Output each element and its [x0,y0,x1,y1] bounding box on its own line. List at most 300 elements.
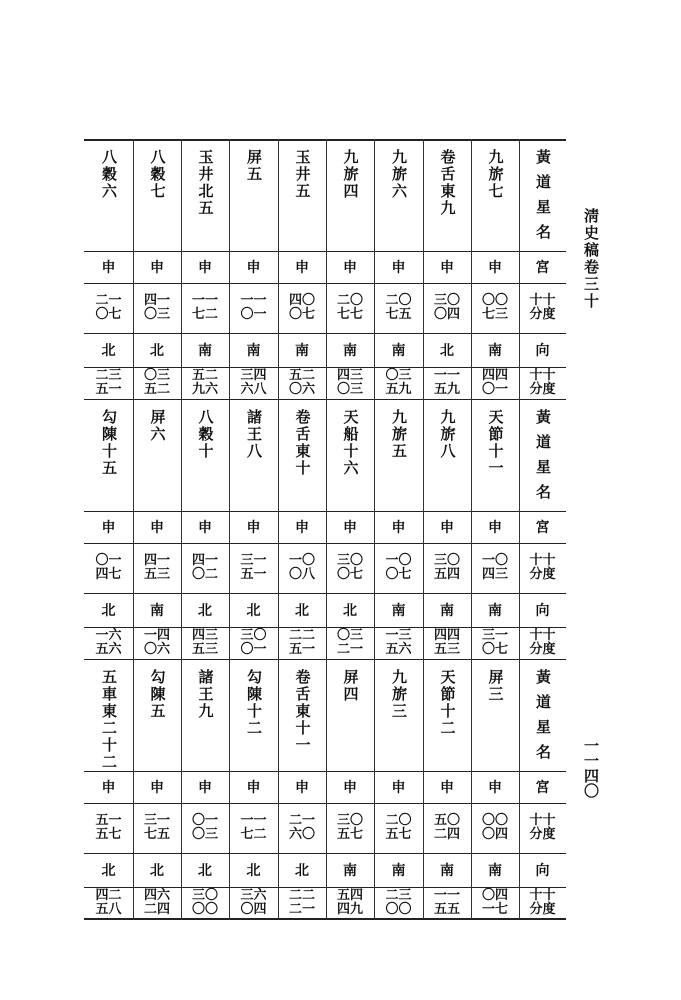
latitude-cell [229,367,278,399]
latitude-lower: 五六 [95,642,122,657]
header-lat-row2 [529,643,555,657]
header-degree-ten-a: 十 [529,293,543,308]
star-name: 屏六 [148,409,167,443]
latitude-upper: 四三 [336,368,363,383]
latitude-lower: 五九 [385,382,412,397]
palace-value: 申 [246,260,261,276]
longitude-lower: 〇三 [191,827,218,842]
direction-cell [278,333,326,367]
header-degree-ten-a: 十 [529,813,543,828]
direction-cell [326,853,374,887]
star-name: 屏五 [245,149,263,183]
header-lat-ten-a: 十 [529,888,543,903]
latitude-upper: 三六 [240,888,267,903]
latitude-lower: 四九 [336,902,363,917]
latitude-cell [278,367,326,399]
latitude-upper: 五四 [336,888,363,903]
longitude-lower: 七七 [336,307,363,322]
palace-cell [84,251,133,283]
longitude-cell [326,543,374,593]
longitude-lower: 五一 [240,567,267,582]
direction-value: 北 [295,863,309,879]
direction-cell [471,853,519,887]
longitude-upper: 二一 [288,813,315,828]
latitude-lower: 〇三 [336,382,363,397]
palace-value: 申 [391,260,406,276]
star-name: 勾陳五 [148,669,167,720]
direction-value: 南 [295,343,309,359]
palace-cell [181,251,229,283]
header-star-name-text: 黃道星名 [534,409,552,509]
star-name: 九旂八 [438,409,457,460]
header-lat-ten-b: 十 [542,888,556,903]
header-degree-row2 [529,568,555,582]
header-star-name-text: 黃道星名 [534,149,552,249]
latitude-upper: 五二 [191,368,218,383]
palace-value: 申 [343,260,357,276]
longitude-cell [471,543,519,593]
longitude-lower: 七五 [143,827,170,842]
longitude-upper: 三〇 [433,293,460,308]
star-name-cell [423,399,471,511]
latitude-cell [133,627,181,659]
longitude-lower: 四七 [95,567,122,582]
palace-cell [181,511,229,543]
longitude-lower: 〇八 [288,567,315,582]
direction-value: 南 [150,603,164,619]
header-lat-row2 [529,383,555,397]
latitude-cell [84,887,133,919]
longitude-lower: 五七 [336,827,363,842]
star-name-cell [84,399,133,511]
palace-value: 申 [198,780,212,796]
direction-cell [84,593,133,627]
latitude-cell [229,887,278,919]
star-name-cell [229,399,278,511]
direction-cell [326,333,374,367]
direction-cell [374,333,423,367]
palace-value: 申 [391,520,406,536]
header-lat-minute-label: 分 [529,382,543,397]
longitude-upper: 四〇 [288,293,315,308]
palace-cell [278,771,326,803]
longitude-lower: 六〇 [288,827,315,842]
longitude-upper: 四一 [143,553,170,568]
palace-value: 申 [101,260,116,276]
direction-value: 南 [488,603,502,619]
direction-cell [133,593,181,627]
palace-cell [278,511,326,543]
star-name: 勾陳十二 [245,669,263,737]
longitude-lower: 〇四 [433,307,460,322]
longitude-upper: 四一 [191,553,218,568]
header-lat-ten-a: 十 [529,628,543,643]
palace-value: 申 [488,260,502,276]
direction-value: 北 [343,603,357,619]
header-minute-label: 分 [529,827,543,842]
star-name: 九旂四 [341,149,360,200]
direction-cell [471,333,519,367]
palace-value: 申 [246,520,261,536]
palace-cell [229,251,278,283]
longitude-lower: 〇四 [481,827,508,842]
latitude-lower: 〇〇 [385,902,412,917]
longitude-lower: 〇七 [95,307,122,322]
header-lat-degree-label: 度 [542,382,556,397]
header-lat-minute-label: 分 [529,642,543,657]
longitude-upper: 三〇 [336,553,363,568]
latitude-lower: 五五 [433,902,460,917]
direction-value: 南 [488,343,502,359]
direction-value: 北 [101,343,116,359]
direction-value: 北 [440,343,454,359]
direction-cell [229,853,278,887]
header-direction-text: 向 [535,863,550,879]
direction-cell [326,593,374,627]
longitude-cell [374,803,423,853]
latitude-cell [471,887,519,919]
header-lat-ten-a: 十 [529,368,543,383]
star-name: 玉井北五 [196,149,215,217]
palace-value: 申 [488,520,502,536]
longitude-cell [423,543,471,593]
star-name: 屏四 [341,669,360,703]
latitude-cell [278,887,326,919]
direction-value: 南 [391,863,406,879]
direction-cell [229,593,278,627]
longitude-lower: 〇三 [143,307,170,322]
header-degree-label: 度 [542,307,556,322]
latitude-cell [84,627,133,659]
longitude-cell [84,803,133,853]
latitude-cell [374,887,423,919]
header-palace [519,771,566,803]
latitude-lower: 五六 [385,642,412,657]
direction-value: 北 [101,863,116,879]
longitude-cell [326,283,374,333]
palace-cell [471,511,519,543]
latitude-lower: 〇六 [143,642,170,657]
latitude-upper: 四四 [433,628,460,643]
longitude-cell [423,283,471,333]
palace-value: 申 [440,780,454,796]
latitude-cell [326,367,374,399]
star-table [84,139,566,921]
palace-value: 申 [295,520,309,536]
header-lat-row1 [529,889,555,903]
palace-cell [374,251,423,283]
direction-cell [181,853,229,887]
longitude-cell [133,543,181,593]
star-name: 五車東二十二 [100,669,118,771]
header-lat-row1 [529,369,555,383]
longitude-upper: 三一 [240,553,267,568]
direction-cell [278,853,326,887]
palace-value: 申 [150,780,164,796]
header-lat-row2 [529,903,555,917]
latitude-cell [84,367,133,399]
direction-value: 南 [440,603,454,619]
palace-value: 申 [488,780,502,796]
direction-cell [471,593,519,627]
star-name-cell [374,399,423,511]
latitude-lower: 〇一 [481,382,508,397]
palace-cell [326,511,374,543]
palace-value: 申 [198,260,212,276]
latitude-lower: 五三 [433,642,460,657]
palace-cell [326,251,374,283]
palace-cell [229,771,278,803]
palace-value: 申 [440,260,454,276]
star-name: 九旂六 [390,149,408,200]
palace-value: 申 [101,780,116,796]
header-degree-ten-b: 十 [542,813,556,828]
direction-value: 北 [150,863,164,879]
latitude-upper: 四三 [191,628,218,643]
star-name: 天船十六 [341,409,360,477]
star-name: 諸王九 [196,669,215,720]
latitude-lower: 五三 [191,642,218,657]
direction-cell [278,593,326,627]
star-name: 卷舌東十 [293,409,312,477]
longitude-cell [229,543,278,593]
header-degree-label: 度 [542,827,556,842]
direction-cell [181,593,229,627]
latitude-lower: 二四 [143,902,170,917]
header-minute-label: 分 [529,307,543,322]
header-lat-degree-label: 度 [542,902,556,917]
header-degree [519,543,566,593]
palace-value: 申 [246,780,261,796]
star-name-cell [278,399,326,511]
star-name-cell [181,139,229,251]
star-name-cell [229,139,278,251]
longitude-upper: 二一 [95,293,122,308]
latitude-lower: 〇一 [240,642,267,657]
star-name-cell [326,399,374,511]
header-direction [519,593,566,627]
header-direction-text: 向 [535,603,550,619]
longitude-upper: 二〇 [336,293,363,308]
latitude-upper: 〇四 [481,888,508,903]
longitude-cell [229,283,278,333]
header-degree-row1 [529,814,555,828]
header-star-name-text: 黃道星名 [534,669,552,769]
direction-value: 南 [440,863,454,879]
header-degree-row2 [529,828,555,842]
longitude-cell [278,283,326,333]
star-name-cell [423,659,471,771]
longitude-lower: 四三 [481,567,508,582]
direction-value: 南 [198,343,212,359]
palace-value: 申 [343,780,357,796]
longitude-lower: 〇七 [385,567,412,582]
header-star-name [519,399,566,511]
latitude-lower: 〇四 [240,902,267,917]
longitude-lower: 五七 [95,827,122,842]
header-palace [519,251,566,283]
latitude-upper: 四二 [95,888,122,903]
latitude-upper: 〇三 [143,368,170,383]
header-lat-minute-label: 分 [529,902,543,917]
header-latitude [519,367,566,399]
palace-cell [326,771,374,803]
latitude-upper: 一四 [143,628,170,643]
longitude-cell [84,543,133,593]
longitude-lower: 〇二 [191,567,218,582]
direction-cell [374,593,423,627]
latitude-cell [374,627,423,659]
direction-cell [133,333,181,367]
latitude-upper: 一一 [433,368,460,383]
latitude-lower: 九六 [191,382,218,397]
longitude-lower: 七二 [191,307,218,322]
longitude-upper: 一〇 [385,553,412,568]
longitude-upper: 五一 [95,813,122,828]
direction-cell [374,853,423,887]
latitude-cell [423,367,471,399]
longitude-upper: 〇〇 [481,813,508,828]
direction-value: 南 [488,863,502,879]
latitude-upper: 四四 [481,368,508,383]
header-degree [519,283,566,333]
latitude-upper: 〇三 [336,628,363,643]
direction-value: 南 [343,863,357,879]
longitude-upper: 一〇 [481,553,508,568]
palace-value: 申 [295,780,309,796]
longitude-upper: 一一 [240,813,267,828]
star-name: 九旂七 [486,149,505,200]
longitude-upper: 一一 [191,293,218,308]
longitude-upper: 四一 [143,293,170,308]
star-name: 玉井五 [293,149,312,200]
direction-cell [84,853,133,887]
longitude-upper: 五〇 [433,813,460,828]
longitude-upper: 二〇 [385,813,412,828]
star-name: 八穀十 [196,409,215,460]
longitude-upper: 三一 [143,813,170,828]
star-name-cell [374,659,423,771]
palace-cell [423,251,471,283]
header-latitude [519,887,566,919]
palace-cell [423,771,471,803]
latitude-upper: 五二 [288,368,315,383]
star-name: 八穀七 [148,149,167,200]
longitude-cell [374,283,423,333]
direction-cell [84,333,133,367]
header-degree-row2 [529,308,555,322]
longitude-cell [181,543,229,593]
palace-value: 申 [440,520,454,536]
latitude-cell [133,887,181,919]
palace-cell [471,251,519,283]
page-number: 一一四〇 [582,738,600,798]
latitude-lower: 六八 [240,382,267,397]
header-lat-ten-b: 十 [542,628,556,643]
latitude-upper: 一一 [433,888,460,903]
star-name: 卷舌東九 [438,149,457,217]
palace-cell [133,511,181,543]
side-title: 淸史稿卷三十 [582,208,600,310]
header-minute-label: 分 [529,567,543,582]
palace-cell [84,511,133,543]
direction-value: 北 [198,603,212,619]
longitude-lower: 〇七 [288,307,315,322]
latitude-lower: 五一 [288,642,315,657]
latitude-lower: 二一 [336,642,363,657]
star-name-cell [181,659,229,771]
latitude-cell [326,627,374,659]
header-direction-text: 向 [535,343,550,359]
star-name-cell [84,659,133,771]
latitude-upper: 〇三 [385,368,412,383]
header-palace-text: 宮 [535,520,550,536]
header-latitude [519,627,566,659]
latitude-cell [471,367,519,399]
latitude-cell [374,367,423,399]
star-name-cell [374,139,423,251]
header-palace [519,511,566,543]
latitude-upper: 一三 [385,628,412,643]
longitude-cell [278,803,326,853]
palace-value: 申 [150,260,164,276]
star-name-cell [423,139,471,251]
latitude-cell [326,887,374,919]
star-name-cell [133,139,181,251]
star-name-cell [326,659,374,771]
star-name-cell [278,139,326,251]
star-name-cell [471,659,519,771]
header-lat-ten-b: 十 [542,368,556,383]
longitude-lower: 五七 [385,827,412,842]
star-name-cell [229,659,278,771]
longitude-lower: 五三 [143,567,170,582]
palace-cell [84,771,133,803]
latitude-lower: 〇六 [288,382,315,397]
header-palace-text: 宮 [535,260,550,276]
longitude-upper: 二〇 [385,293,412,308]
latitude-lower: 二一 [288,902,315,917]
latitude-upper: 四六 [143,888,170,903]
direction-cell [133,853,181,887]
latitude-upper: 二二 [288,628,315,643]
direction-cell [423,333,471,367]
latitude-cell [471,627,519,659]
header-direction [519,333,566,367]
direction-value: 南 [391,603,406,619]
latitude-upper: 二三 [95,368,122,383]
star-name: 卷舌東十一 [293,669,312,754]
direction-value: 南 [343,343,357,359]
star-name: 勾陳十五 [100,409,118,477]
star-name: 九旂三 [390,669,408,720]
longitude-lower: 七二 [240,827,267,842]
longitude-lower: 七三 [481,307,508,322]
palace-cell [133,251,181,283]
palace-value: 申 [101,520,116,536]
longitude-lower: 〇一 [240,307,267,322]
header-lat-degree-label: 度 [542,642,556,657]
header-star-name [519,659,566,771]
latitude-cell [181,627,229,659]
direction-cell [423,593,471,627]
header-palace-text: 宮 [535,780,550,796]
longitude-cell [278,543,326,593]
direction-value: 北 [246,863,261,879]
latitude-lower: 五八 [95,902,122,917]
star-name-cell [471,139,519,251]
palace-cell [181,771,229,803]
